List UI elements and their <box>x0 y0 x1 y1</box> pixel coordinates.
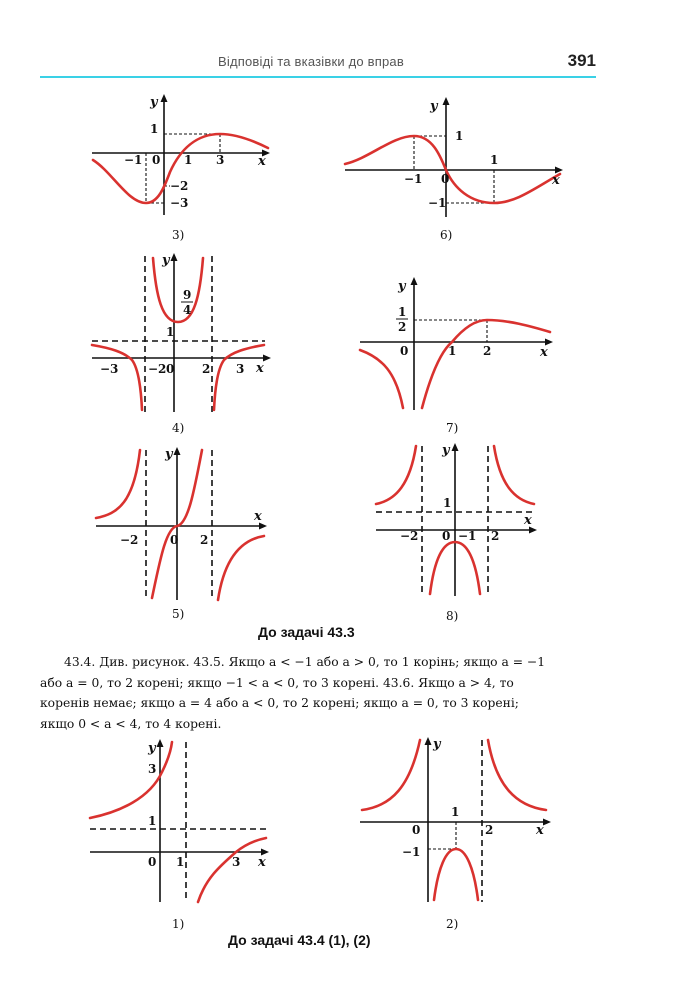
fraction-numerator: 9 <box>183 288 192 302</box>
tick-label: 1 <box>448 344 457 358</box>
paragraph-line: або a = 0, то 2 корені; якщо −1 < a < 0, то 3 корені. 43.6. Якщо a > 4, то <box>40 675 514 690</box>
curve <box>218 536 264 600</box>
y-arrow-icon <box>443 97 450 105</box>
tick-label: −1 <box>428 196 447 210</box>
x-axis-label: x <box>524 513 532 528</box>
tick-label: −2 <box>400 529 419 543</box>
curve <box>153 258 203 322</box>
curve <box>422 320 550 408</box>
tick-label: 1 <box>490 153 499 167</box>
graph-label: 8) <box>446 609 459 623</box>
tick-label: 0 <box>442 529 451 543</box>
x-arrow-icon <box>263 355 271 362</box>
graph-label: 6) <box>440 228 453 242</box>
x-axis-label: x <box>552 173 560 188</box>
curve <box>434 849 478 900</box>
curve <box>360 350 403 408</box>
tick-label: 0 <box>412 823 421 837</box>
x-arrow-icon <box>543 819 551 826</box>
tick-label: 1 <box>455 129 464 143</box>
tick-label: 1 <box>150 122 159 136</box>
tick-label: 2 <box>491 529 500 543</box>
graph-label: 7) <box>446 421 459 435</box>
tick-label: 0 <box>152 153 161 167</box>
y-axis-label: y <box>162 253 170 268</box>
y-axis-label: y <box>442 443 450 458</box>
tick-label: −1 <box>402 845 421 859</box>
tick-label: −3 <box>170 196 189 210</box>
tick-label: 1 <box>148 814 157 828</box>
graph-1-bottom <box>90 739 269 931</box>
fraction-denominator: 4 <box>183 303 192 317</box>
curve <box>198 838 266 902</box>
header-title: Відповіді та вказівки до вправ <box>218 54 404 69</box>
curve <box>494 446 534 504</box>
graph-5 <box>96 447 267 621</box>
graph-label: 3) <box>172 228 185 242</box>
x-axis-label: x <box>536 823 544 838</box>
graph-4 <box>92 253 271 435</box>
tick-label: 0 <box>441 172 450 186</box>
y-arrow-icon <box>411 277 418 285</box>
paragraph-line: 43.4. Див. рисунок. 43.5. Якщо a < −1 або a > 0, то 1 корінь; якщо a = −1 <box>64 655 546 669</box>
y-axis-label: y <box>433 737 441 752</box>
tick-label: 2 <box>485 823 494 837</box>
x-axis-label: x <box>256 361 264 376</box>
graph-label: 2) <box>446 917 459 931</box>
tick-label: 3 <box>148 762 157 776</box>
graph-8 <box>376 443 537 623</box>
tick-label: 0 <box>170 533 179 547</box>
x-axis-label: x <box>254 509 262 524</box>
curve <box>362 740 420 810</box>
tick-label: −1 <box>124 153 143 167</box>
tick-label: 0 <box>148 855 157 869</box>
fraction-denominator: 2 <box>398 320 407 334</box>
tick-label: 1 <box>166 325 175 339</box>
paragraph-line: якщо 0 < a < 4, то 4 корені. <box>40 716 222 731</box>
paragraph-line: коренів немає; якщо a = 4 або a < 0, то 2 корені; якщо a = 0, то 3 корені; <box>40 696 519 710</box>
tick-label: 3 <box>216 153 225 167</box>
graph-7 <box>360 277 553 435</box>
y-arrow-icon <box>452 443 459 451</box>
caption-43-4: До задачі 43.4 (1), (2) <box>228 932 371 948</box>
y-axis-label: y <box>430 99 438 114</box>
tick-label: 1 <box>443 496 452 510</box>
tick-label: 3 <box>236 362 245 376</box>
graph-2-bottom <box>360 737 551 931</box>
answers-paragraph <box>40 652 595 734</box>
y-axis-label: y <box>148 741 156 756</box>
tick-label: 1 <box>176 855 185 869</box>
tick-label: 0 <box>400 344 409 358</box>
graph-6 <box>345 97 563 242</box>
curve <box>96 450 140 518</box>
tick-label: 0 <box>166 362 175 376</box>
graph-label: 5) <box>172 607 185 621</box>
graph-label: 1) <box>172 917 185 931</box>
y-axis-label: y <box>150 95 158 110</box>
x-axis-label: x <box>540 345 548 360</box>
tick-label: −1 <box>458 529 477 543</box>
y-arrow-icon <box>157 739 164 747</box>
y-axis-label: y <box>398 279 406 294</box>
y-arrow-icon <box>171 253 178 261</box>
x-axis-label: x <box>258 855 266 870</box>
graph-3 <box>92 94 270 242</box>
tick-label: −1 <box>404 172 423 186</box>
page-number: 391 <box>567 51 596 70</box>
tick-label: 1 <box>451 805 460 819</box>
x-axis-label: x <box>258 154 266 169</box>
tick-label: −2 <box>148 362 167 376</box>
y-axis-label: y <box>165 447 173 462</box>
tick-label: 2 <box>483 344 492 358</box>
tick-label: 2 <box>202 362 211 376</box>
curve <box>92 345 142 410</box>
caption-43-3: До задачі 43.3 <box>258 624 355 640</box>
tick-label: 3 <box>232 855 241 869</box>
y-arrow-icon <box>174 447 181 455</box>
curve <box>488 740 546 810</box>
tick-label: 2 <box>200 533 209 547</box>
curve <box>376 446 416 504</box>
tick-label: 1 <box>184 153 193 167</box>
y-arrow-icon <box>161 94 168 102</box>
curve <box>214 345 264 410</box>
tick-label: −2 <box>170 179 189 193</box>
tick-label: −2 <box>120 533 139 547</box>
graph-label: 4) <box>172 421 185 435</box>
fraction-numerator: 1 <box>398 305 407 319</box>
y-arrow-icon <box>425 737 432 745</box>
tick-label: −3 <box>100 362 119 376</box>
